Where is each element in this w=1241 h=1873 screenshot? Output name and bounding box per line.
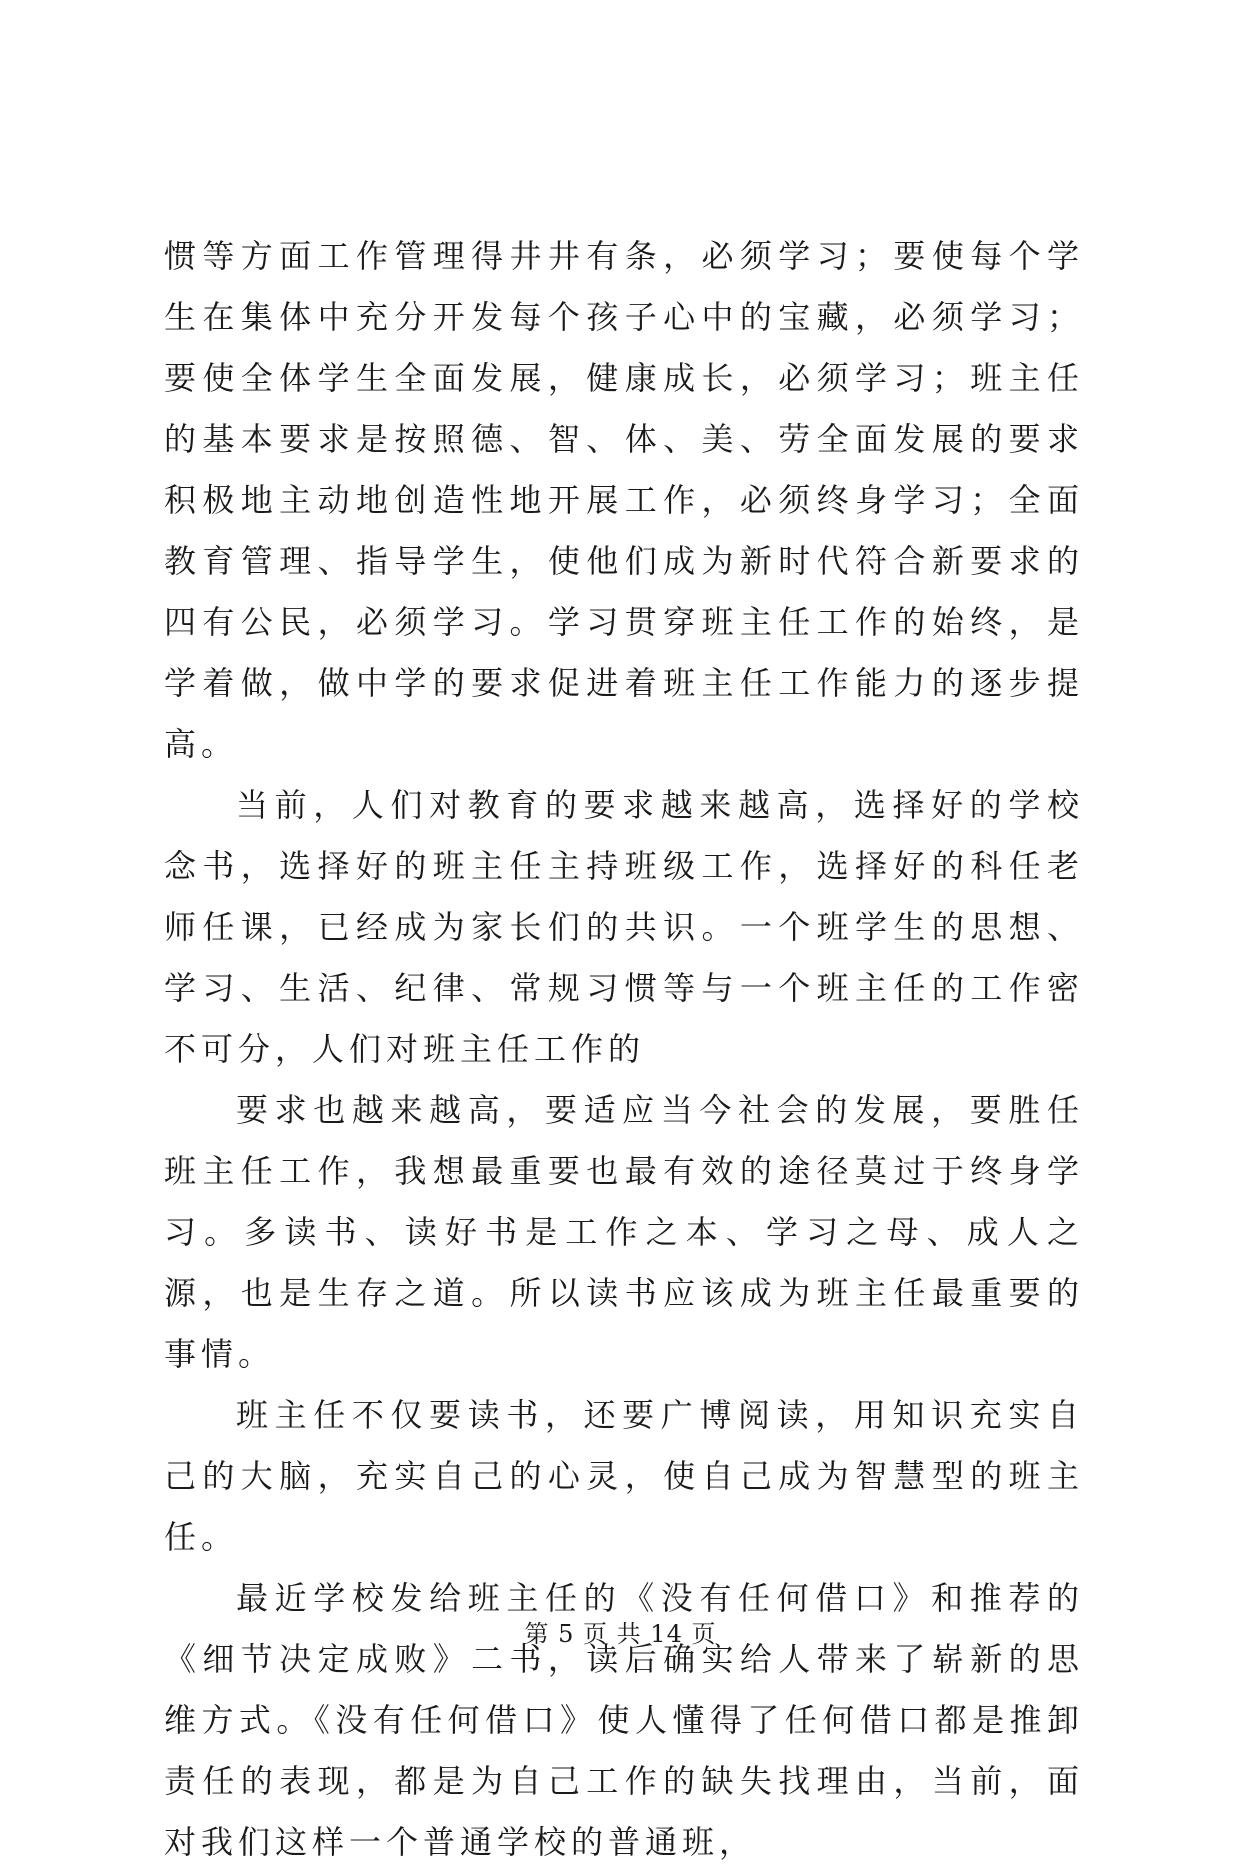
paragraph: 最近学校发给班主任的《没有任何借口》和推荐的《细节决定成败》二书，读后确实给人带来了崭新的思维方式。《没有任何借口》使人懂得了任何借口都是推卸责任的表现，都是为自己工作的缺失找理由，当前，面对我们这样一个普通学校的普通班， <box>164 1579 1084 1861</box>
paragraph-continued: 惯等方面工作管理得井井有条，必须学习；要使每个学生在集体中充分开发每个孩子心中的宝藏，必须学习；要使全体学生全面发展，健康成长，必须学习；班主任的基本要求是按照德、智、体、美、劳全面发展的要求积极地主动地创造性地开展工作，必须终身学习；全面教育管理、指导学生，使他们成为新时代符合新要求的四有公民，必须学习。学习贯穿班主任工作的始终，是学着做，做中学的要求促进着班主任工作能力的逐步提高。 <box>164 237 1084 763</box>
paragraph: 当前，人们对教育的要求越来越高，选择好的学校念书，选择好的班主任主持班级工作，选择好的科任老师任课，已经成为家长们的共识。一个班学生的思想、学习、生活、纪律、常规习惯等与一个班主任的工作密不可分，人们对班主任工作的 <box>164 786 1084 1068</box>
page-number-footer: 第 5 页 共 14 页 <box>524 1620 717 1648</box>
paragraph: 班主任不仅要读书，还要广博阅读，用知识充实自己的大脑，充实自己的心灵，使自己成为智慧型的班主任。 <box>164 1396 1084 1556</box>
paragraph: 要求也越来越高，要适应当今社会的发展，要胜任班主任工作，我想最重要也最有效的途径莫过于终身学习。多读书、读好书是工作之本、学习之母、成人之源，也是生存之道。所以读书应该成为班主任最重要的事情。 <box>164 1091 1084 1373</box>
